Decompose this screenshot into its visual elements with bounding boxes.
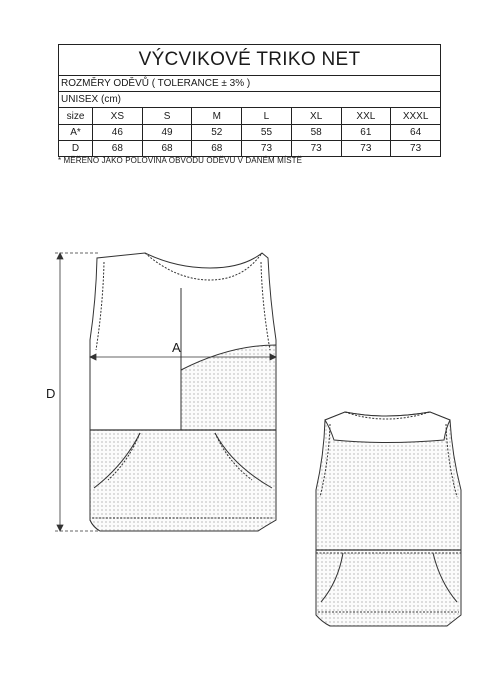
- size-col-xxl: XXL: [341, 108, 391, 125]
- size-col-l: L: [242, 108, 292, 125]
- cell-d-xs: 68: [93, 141, 143, 157]
- front-pocket-band: [90, 430, 276, 531]
- cell-a-l: 55: [242, 125, 292, 141]
- size-col-m: M: [192, 108, 242, 125]
- front-view-shirt: [90, 253, 276, 531]
- cell-d-l: 73: [242, 141, 292, 157]
- size-col-xs: XS: [93, 108, 143, 125]
- size-col-xl: XL: [291, 108, 341, 125]
- unisex-label: UNISEX (cm): [59, 92, 441, 108]
- cell-d-s: 68: [142, 141, 192, 157]
- row-label-d: D: [59, 141, 93, 157]
- measurement-footnote: * MĚŘENO JAKO POLOVINA OBVODU ODĚVU V DANÉM MÍSTĚ: [58, 156, 303, 165]
- cell-a-xxl: 61: [341, 125, 391, 141]
- tolerance-subtitle: ROZMĚRY ODĚVŮ ( TOLERANCE ± 3% ): [59, 76, 441, 92]
- cell-d-xl: 73: [291, 141, 341, 157]
- document-title: VÝCVIKOVÉ TRIKO NET: [59, 45, 441, 76]
- width-label-a: A: [172, 340, 181, 355]
- cell-d-xxxl: 73: [391, 141, 441, 157]
- size-header-cell: size: [59, 108, 93, 125]
- cell-d-xxl: 73: [341, 141, 391, 157]
- back-yoke: [325, 412, 450, 443]
- size-col-xxxl: XXXL: [391, 108, 441, 125]
- cell-a-xxxl: 64: [391, 125, 441, 141]
- back-view-shirt: [316, 412, 461, 626]
- cell-a-xs: 46: [93, 125, 143, 141]
- back-body-outline: [316, 412, 461, 626]
- cell-d-m: 68: [192, 141, 242, 157]
- row-label-a: A*: [59, 125, 93, 141]
- cell-a-xl: 58: [291, 125, 341, 141]
- size-col-s: S: [142, 108, 192, 125]
- cell-a-s: 49: [142, 125, 192, 141]
- cell-a-m: 52: [192, 125, 242, 141]
- length-label-d: D: [46, 386, 56, 401]
